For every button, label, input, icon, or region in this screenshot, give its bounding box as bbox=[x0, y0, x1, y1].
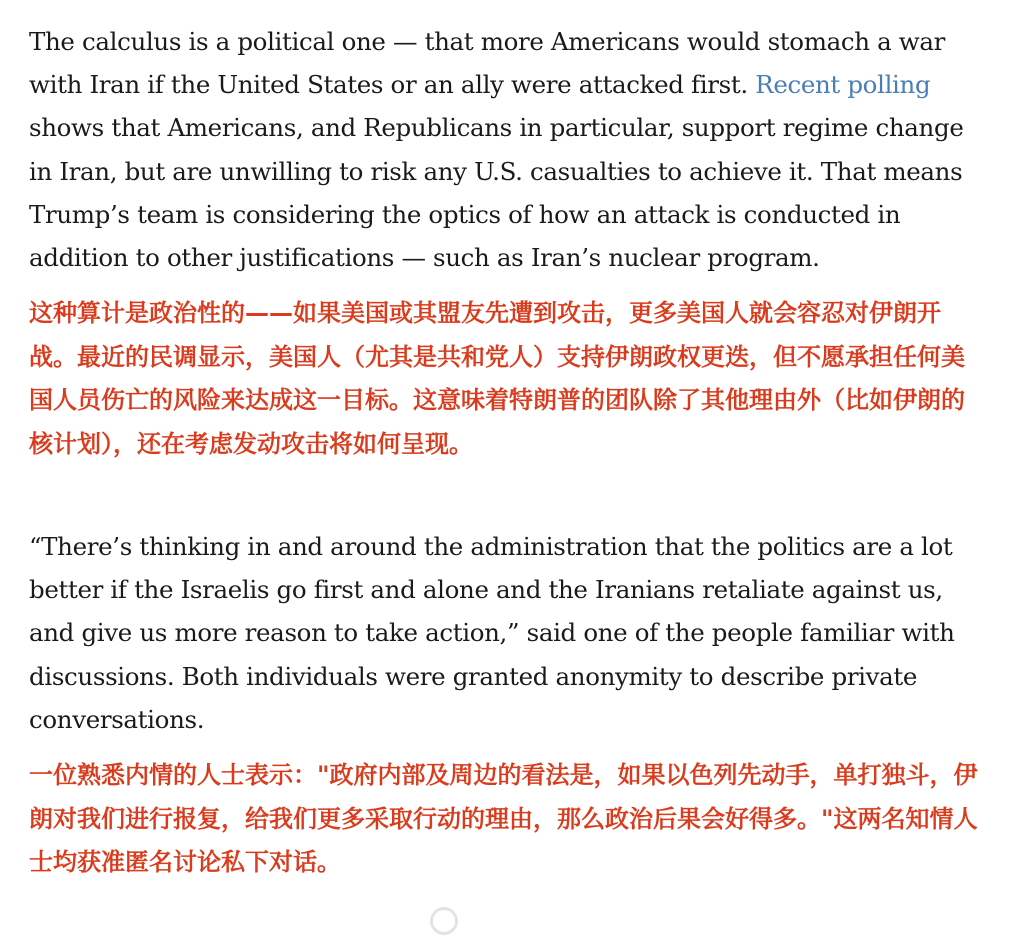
paragraph-1-english bbox=[29, 20, 969, 279]
paragraph-1-text-after-link: shows that Americans, and Republicans in particular, support regime change in Iran, but are unwilling to risk any U.S. casualties to achieve it. That means Trump’s team is considering the optics of how an attack is conducted in addition to other justifications — such as Iran’s nuclear program. bbox=[29, 113, 964, 273]
watermark-logo-icon bbox=[430, 907, 458, 935]
paragraph-2-english: “There’s thinking in and around the administration that the politics are a lot better if the Israelis go first and alone and the Iranians retaliate against us, and give us more reason to take action,” said one of the people familiar with discussions. Both individuals were granted anonymity to describe private conversations. bbox=[29, 532, 955, 734]
paragraph-1-chinese-translation: 这种算计是政治性的——如果美国或其盟友先遭到攻击，更多美国人就会容忍对伊朗开战。最近的民调显示，美国人（尤其是共和党人）支持伊朗政权更迭，但不愿承担任何美国人员伤亡的风险来达成这一目标。这意味着特朗普的团队除了其他理由外（比如伊朗的核计划），还在考虑发动攻击将如何呈现。 bbox=[29, 299, 965, 458]
watermark bbox=[430, 904, 458, 938]
recent-polling-link[interactable]: Recent polling bbox=[755, 70, 931, 100]
paragraph-1-text-before-link: The calculus is a political one — that more Americans would stomach a war with Iran if the United States or an ally were attacked first. bbox=[29, 27, 946, 100]
paragraph-2-chinese-translation: 一位熟悉内情的人士表示："政府内部及周边的看法是，如果以色列先动手，单打独斗，伊朗对我们进行报复，给我们更多采取行动的理由，那么政治后果会好得多。"这两名知情人士均获准匿名讨论私下对话。 bbox=[29, 761, 978, 876]
